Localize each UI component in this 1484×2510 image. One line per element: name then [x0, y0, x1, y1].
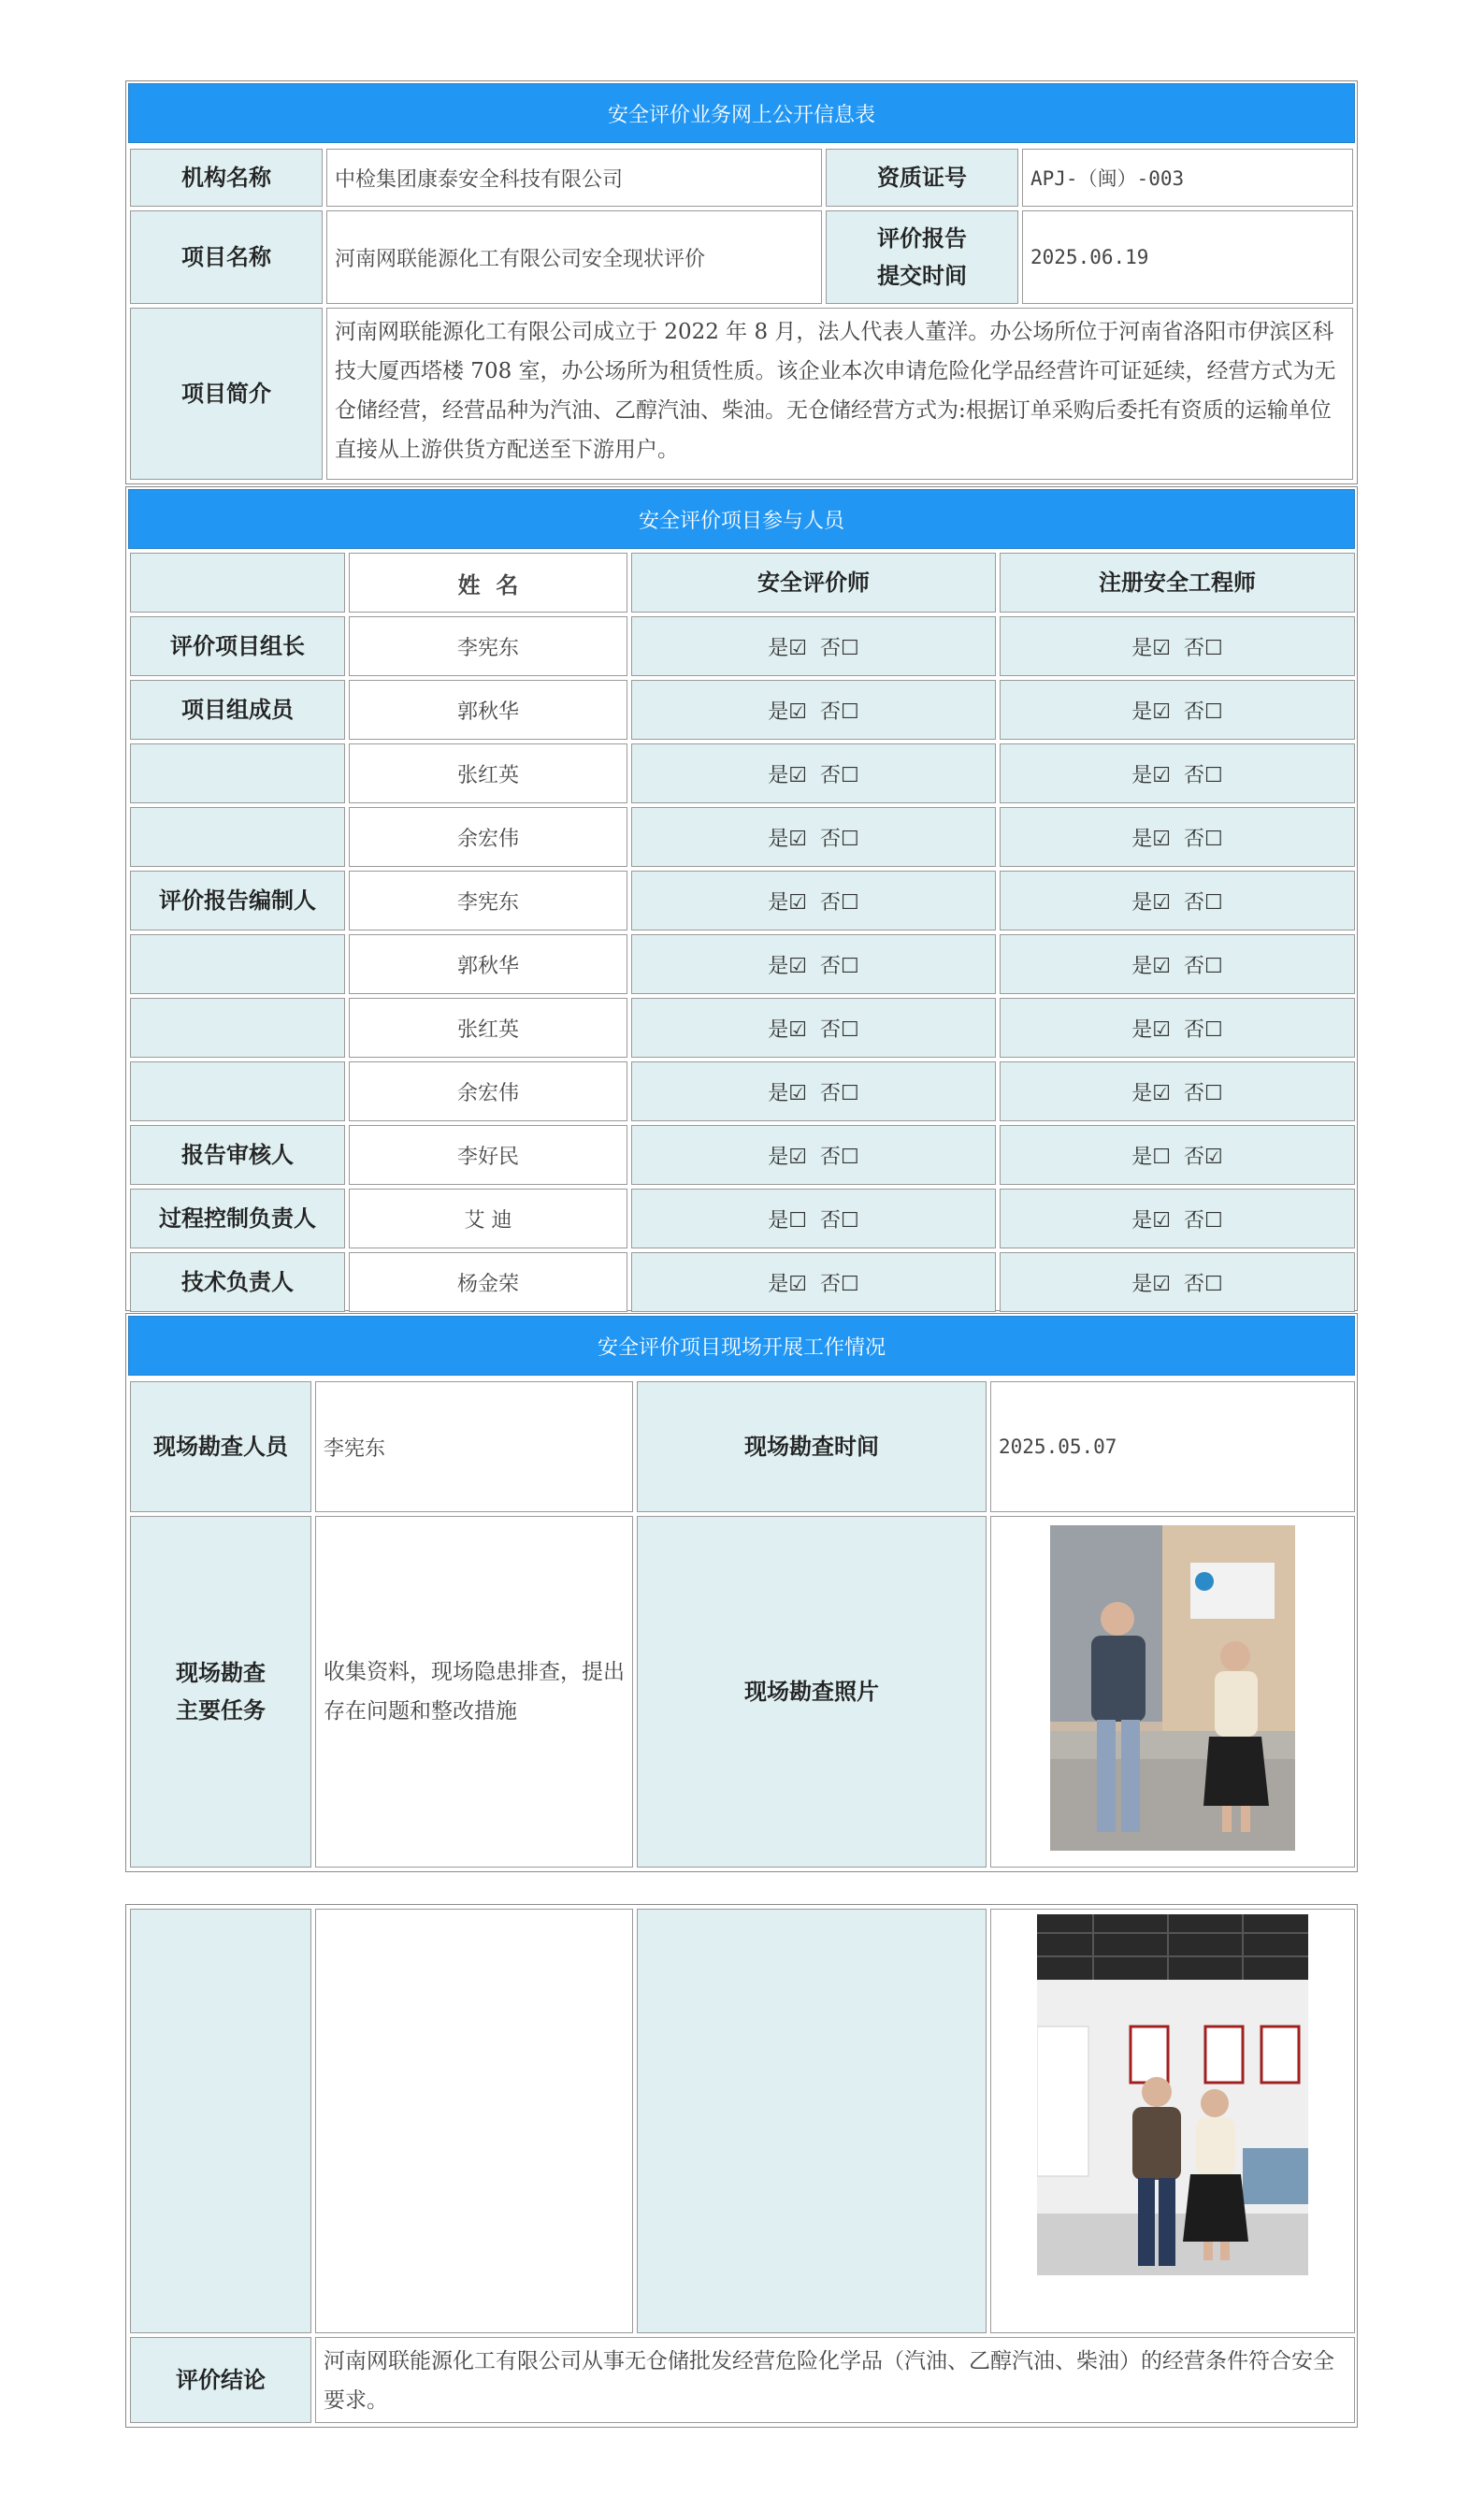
row-role	[130, 934, 345, 994]
row-name: 张红英	[349, 998, 627, 1058]
row-name: 艾 迪	[349, 1189, 627, 1248]
engineer-checkbox-text: 是☑ 否☐	[1131, 890, 1223, 915]
row-role	[130, 743, 345, 803]
task-value: 收集资料，现场隐患排查，提出存在问题和整改措施	[315, 1516, 633, 1868]
project-value: 河南网联能源化工有限公司安全现状评价	[326, 210, 822, 304]
submit-value: 2025.06.19	[1022, 210, 1353, 304]
row-evaluator-check	[631, 871, 996, 930]
task-label: 现场勘查 主要任务	[130, 1516, 311, 1868]
conclusion-label: 评价结论	[130, 2337, 311, 2423]
row-role	[130, 998, 345, 1058]
blank-label-2	[637, 1909, 987, 2333]
row-evaluator-check	[631, 1189, 996, 1248]
evaluator-checkbox-text: 是☑ 否☐	[768, 1272, 859, 1296]
evaluator-checkbox-text: 是☑ 否☐	[768, 954, 859, 978]
row-role: 技术负责人	[130, 1252, 345, 1312]
row-engineer-check	[1000, 871, 1355, 930]
row-evaluator-check	[631, 1252, 996, 1312]
org-value: 中检集团康泰安全科技有限公司	[326, 149, 822, 207]
row-engineer-check	[1000, 616, 1355, 676]
intro-value: 河南网联能源化工有限公司成立于 2022 年 8 月，法人代表人董洋。办公场所位于河南省洛阳市伊滨区科技大厦西塔楼 708 室，办公场所为租赁性质。该企业本次申请危险化学品经营许可证延续，经营方式为无仓储经营，经营品种为汽油、乙醇汽油、柴油。无仓储经营方式为:根据订单采购后委托有资质的运输单位直接从上游供货方配送至下游用户。	[326, 308, 1353, 480]
row-engineer-check	[1000, 743, 1355, 803]
row-engineer-check	[1000, 998, 1355, 1058]
evaluator-checkbox-text: 是☑ 否☐	[768, 636, 859, 660]
row-name: 李宪东	[349, 616, 627, 676]
engineer-checkbox-text: 是☑ 否☐	[1131, 763, 1223, 787]
row-name: 郭秋华	[349, 680, 627, 740]
row-name: 杨金荣	[349, 1252, 627, 1312]
row-role: 评价报告编制人	[130, 871, 345, 930]
row-role	[130, 807, 345, 867]
submit-label: 评价报告 提交时间	[826, 210, 1018, 304]
row-engineer-check	[1000, 934, 1355, 994]
row-evaluator-check	[631, 998, 996, 1058]
intro-label: 项目简介	[130, 308, 323, 480]
staff-label: 现场勘查人员	[130, 1381, 311, 1512]
row-engineer-check	[1000, 1125, 1355, 1185]
project-label: 项目名称	[130, 210, 323, 304]
conclusion-value: 河南网联能源化工有限公司从事无仓储批发经营危险化学品（汽油、乙醇汽油、柴油）的经营条件符合安全要求。	[315, 2337, 1355, 2423]
row-name: 余宏伟	[349, 807, 627, 867]
engineer-checkbox-text: 是☑ 否☐	[1131, 1208, 1223, 1233]
time-value: 2025.05.07	[990, 1381, 1355, 1512]
row-engineer-check	[1000, 1252, 1355, 1312]
corner-cell	[130, 553, 345, 613]
row-role: 过程控制负责人	[130, 1189, 345, 1248]
engineer-checkbox-text: 是☐ 否☑	[1131, 1145, 1223, 1169]
row-name: 郭秋华	[349, 934, 627, 994]
row-evaluator-check	[631, 807, 996, 867]
evaluator-checkbox-text: 是☑ 否☐	[768, 763, 859, 787]
engineer-checkbox-text: 是☑ 否☐	[1131, 954, 1223, 978]
org-label: 机构名称	[130, 149, 323, 207]
engineer-checkbox-text: 是☑ 否☐	[1131, 1081, 1223, 1105]
evaluator-checkbox-text: 是☑ 否☐	[768, 827, 859, 851]
staff-value: 李宪东	[315, 1381, 633, 1512]
evaluator-checkbox-text: 是☑ 否☐	[768, 890, 859, 915]
site-photo-2	[1037, 1914, 1308, 2275]
row-role	[130, 1061, 345, 1121]
row-role: 评价项目组长	[130, 616, 345, 676]
info-table	[125, 80, 1358, 484]
row-name: 张红英	[349, 743, 627, 803]
row-evaluator-check	[631, 616, 996, 676]
row-engineer-check	[1000, 1189, 1355, 1248]
engineer-checkbox-text: 是☑ 否☐	[1131, 700, 1223, 724]
site-photo-1	[1050, 1525, 1295, 1851]
evaluator-checkbox-text: 是☑ 否☐	[768, 1145, 859, 1169]
col-header-engineer: 注册安全工程师	[1000, 553, 1355, 613]
row-evaluator-check	[631, 680, 996, 740]
personnel-table-title: 安全评价项目参与人员	[128, 489, 1355, 549]
engineer-checkbox-text: 是☑ 否☐	[1131, 827, 1223, 851]
site-table	[125, 1313, 1358, 1872]
personnel-table	[125, 486, 1358, 1311]
row-evaluator-check	[631, 1061, 996, 1121]
row-role: 报告审核人	[130, 1125, 345, 1185]
col-header-name: 姓 名	[349, 553, 627, 613]
photo-label: 现场勘查照片	[637, 1516, 987, 1868]
evaluator-checkbox-text: 是☑ 否☐	[768, 700, 859, 724]
conclusion-table	[125, 1904, 1358, 2428]
row-evaluator-check	[631, 1125, 996, 1185]
row-role: 项目组成员	[130, 680, 345, 740]
time-label: 现场勘查时间	[637, 1381, 987, 1512]
row-name: 李好民	[349, 1125, 627, 1185]
engineer-checkbox-text: 是☑ 否☐	[1131, 1017, 1223, 1042]
evaluator-checkbox-text: 是☐ 否☐	[768, 1208, 859, 1233]
col-header-evaluator: 安全评价师	[631, 553, 996, 613]
engineer-checkbox-text: 是☑ 否☐	[1131, 636, 1223, 660]
row-engineer-check	[1000, 1061, 1355, 1121]
evaluator-checkbox-text: 是☑ 否☐	[768, 1017, 859, 1042]
row-name: 李宪东	[349, 871, 627, 930]
info-table-title: 安全评价业务网上公开信息表	[128, 83, 1355, 143]
site-table-title: 安全评价项目现场开展工作情况	[128, 1316, 1355, 1376]
row-engineer-check	[1000, 807, 1355, 867]
cert-label: 资质证号	[826, 149, 1018, 207]
evaluator-checkbox-text: 是☑ 否☐	[768, 1081, 859, 1105]
row-name: 余宏伟	[349, 1061, 627, 1121]
cert-value: APJ-（闽）-003	[1022, 149, 1353, 207]
row-evaluator-check	[631, 743, 996, 803]
blank-value	[315, 1909, 633, 2333]
row-evaluator-check	[631, 934, 996, 994]
engineer-checkbox-text: 是☑ 否☐	[1131, 1272, 1223, 1296]
blank-label	[130, 1909, 311, 2333]
row-engineer-check	[1000, 680, 1355, 740]
